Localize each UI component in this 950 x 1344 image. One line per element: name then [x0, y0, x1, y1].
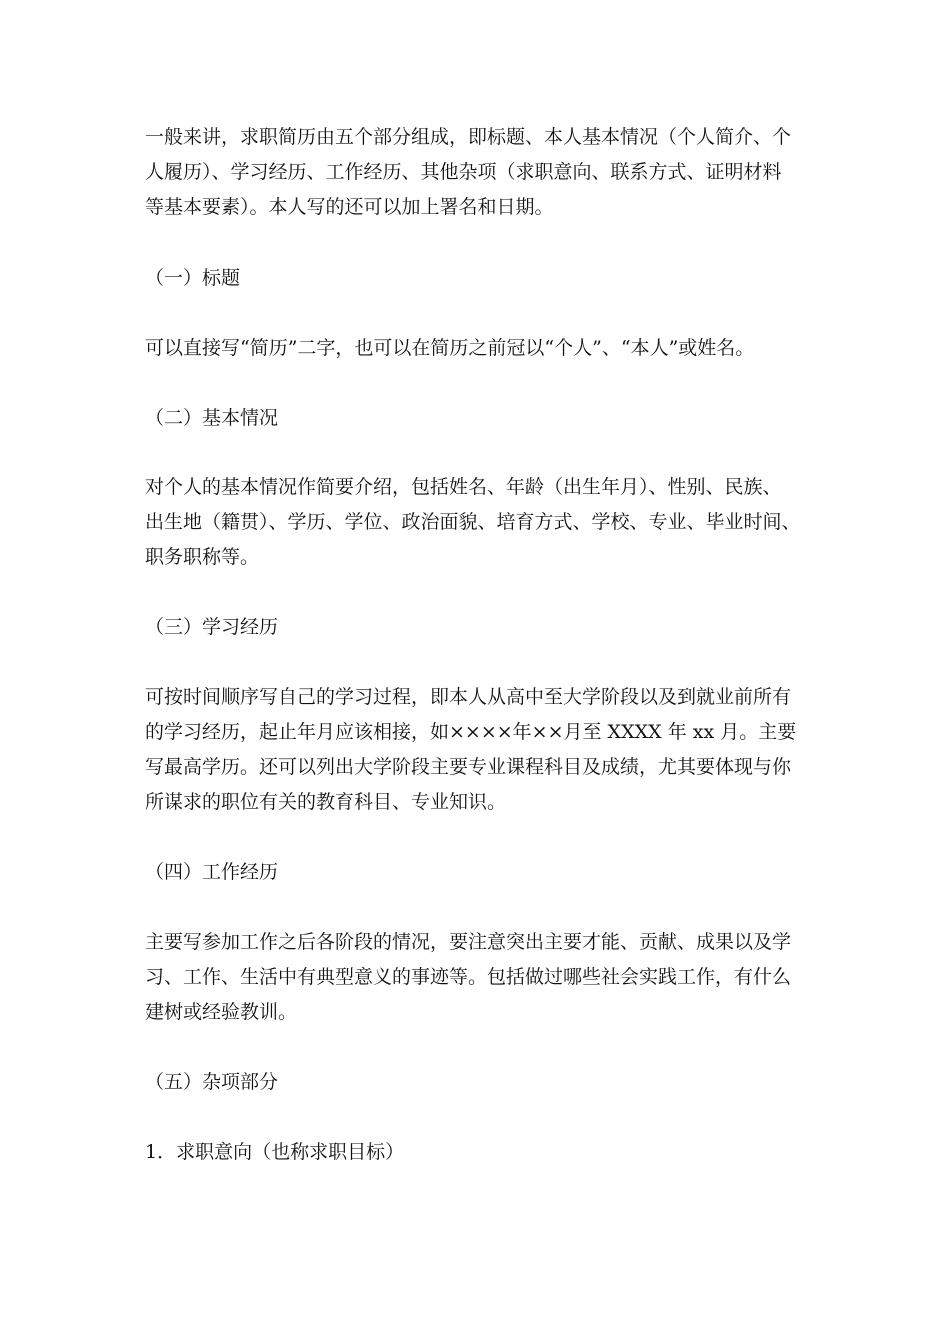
- section-basic-info-line-1: 对个人的基本情况作简要介绍，包括姓名、年龄（出生年月）、性别、民族、: [145, 476, 782, 498]
- section-heading-title: （一）标题: [145, 267, 241, 289]
- section-education-line-3: 写最高学历。还可以列出大学阶段主要专业课程科目及成绩，尤其要体现与你: [145, 756, 792, 778]
- section-title-line-1: 可以直接写“简历”二字，也可以在简历之前冠以“个人”、“本人”或姓名。: [145, 337, 755, 359]
- section-work-line-3: 建树或经验教训。: [145, 1001, 298, 1023]
- section-work-line-1: 主要写参加工作之后各阶段的情况，要注意突出主要才能、贡献、成果以及学: [145, 931, 792, 953]
- subitem-job-intention: 1．求职意向（也称求职目标）: [145, 1141, 405, 1163]
- section-heading-education: （三）学习经历: [145, 616, 279, 638]
- intro-line-1: 一般来讲，求职简历由五个部分组成，即标题、本人基本情况（个人简介、个: [145, 126, 792, 148]
- section-heading-misc: （五）杂项部分: [145, 1071, 279, 1093]
- intro-line-2: 人履历）、学习经历、工作经历、其他杂项（求职意向、联系方式、证明材料: [145, 161, 782, 183]
- section-education-line-2: 的学习经历，起止年月应该相接，如××××年××月至 XXXX 年 xx 月。主要: [145, 721, 797, 743]
- section-heading-work: （四）工作经历: [145, 861, 279, 883]
- section-basic-info-line-2: 出生地（籍贯）、学历、学位、政治面貌、培育方式、学校、专业、毕业时间、: [145, 511, 801, 533]
- section-basic-info-line-3: 职务职称等。: [145, 546, 260, 568]
- section-heading-basic-info: （二）基本情况: [145, 407, 279, 429]
- intro-line-3: 等基本要素）。本人写的还可以加上署名和日期。: [145, 196, 554, 218]
- section-education-line-4: 所谋求的职位有关的教育科目、专业知识。: [145, 791, 507, 813]
- section-work-line-2: 习、工作、生活中有典型意义的事迹等。包括做过哪些社会实践工作，有什么: [145, 966, 792, 988]
- section-education-line-1: 可按时间顺序写自己的学习过程，即本人从高中至大学阶段以及到就业前所有: [145, 686, 792, 708]
